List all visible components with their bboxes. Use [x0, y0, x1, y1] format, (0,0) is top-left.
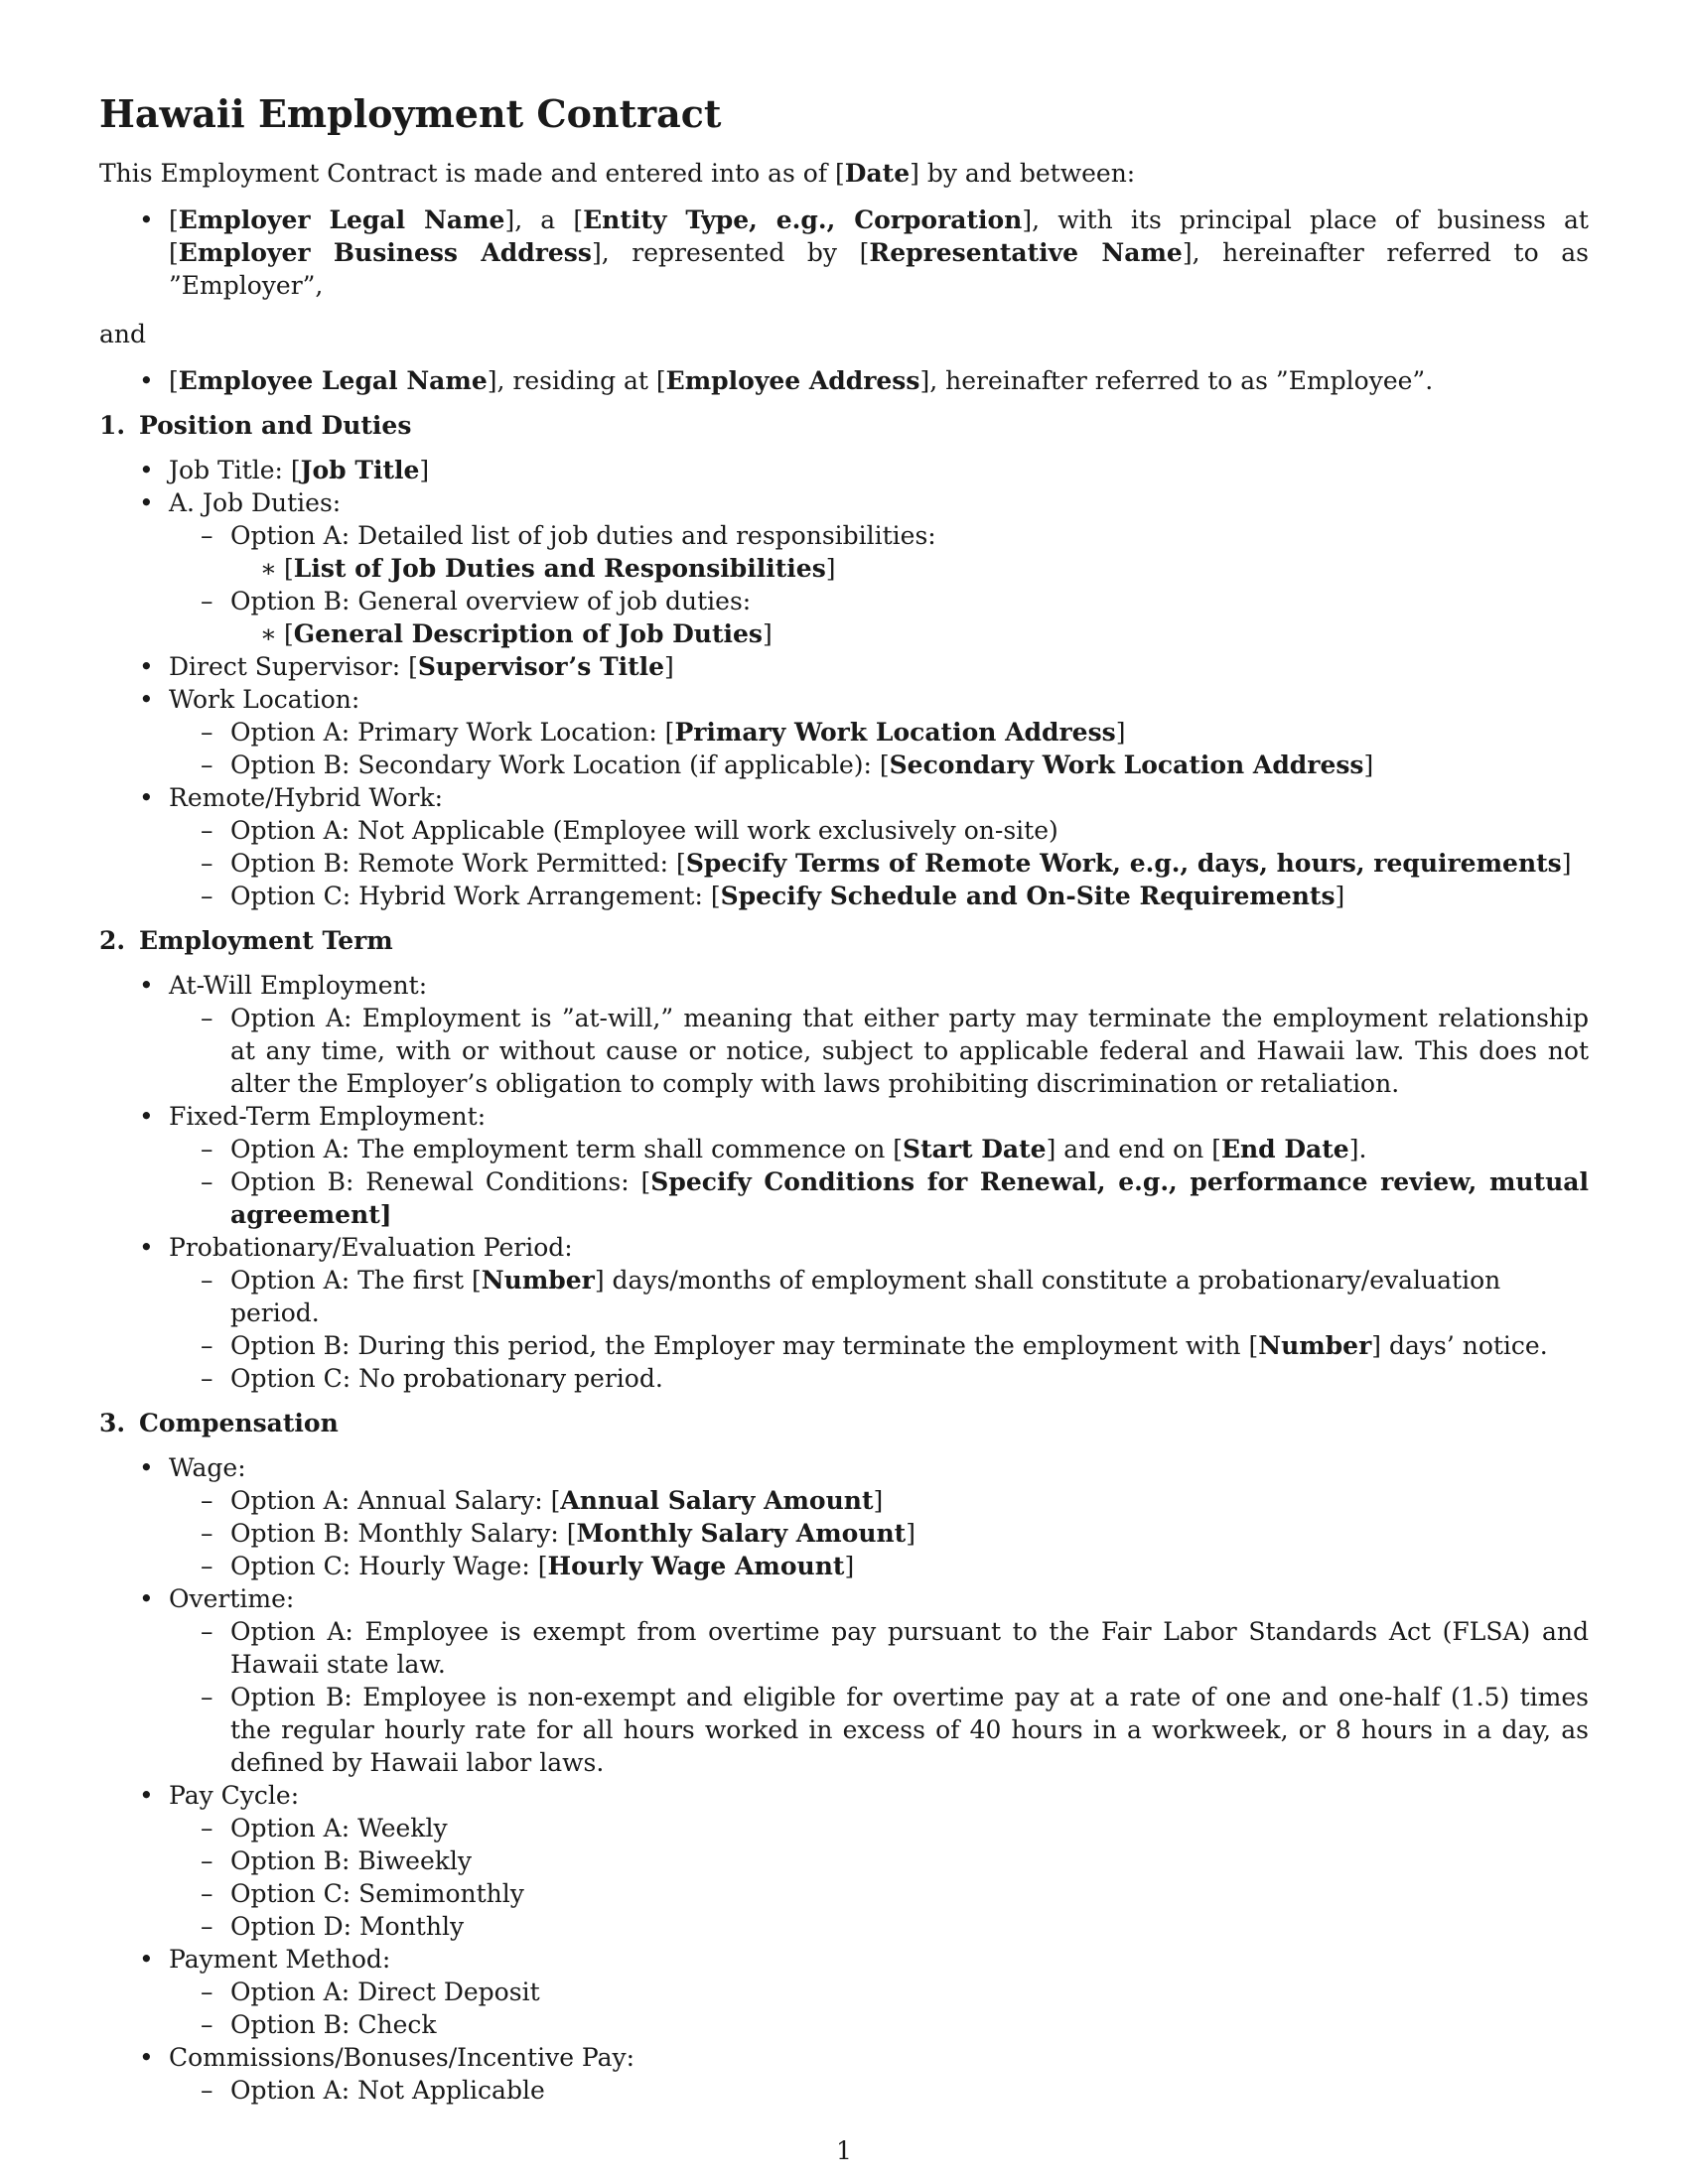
list-item: – Option A: Direct Deposit [169, 1976, 1589, 2008]
list-item: – Option A: Employee is exempt from overtime pay pursuant to the Fair Labor Standards Act (FLSA) and Hawaii state law. [169, 1615, 1589, 1681]
list-item: – Option C: Hybrid Work Arrangement: [Specify Schedule and On-Site Requirements] [169, 880, 1589, 912]
list-item: • Probationary/Evaluation Period: – Option A: The first [Number] days/months of employment shall constitute a probationary/evaluation period. – Option B: During this period, the Employer may terminate the employment with [Number] days’ notice. – Option C: No probationary period. [99, 1231, 1589, 1395]
section-1-heading: 1. Position and Duties [99, 411, 412, 440]
list-item: – Option A: Primary Work Location: [Primary Work Location Address] [169, 716, 1589, 749]
list-item: – Option B: Remote Work Permitted: [Specify Terms of Remote Work, e.g., days, hours, requirements] [169, 847, 1589, 880]
list-item: – Option A: Not Applicable [169, 2074, 1589, 2107]
list-item: • Overtime: – Option A: Employee is exempt from overtime pay pursuant to the Fair Labor Standards Act (FLSA) and Hawaii state law. – Option B: Employee is non-exempt and eligible for overtime pay at a rate of one and one-half (1.5) times the regular hourly rate for all hours worked in excess of 40 hours in a workweek, or 8 hours in a day, as defined by Hawaii labor laws. [99, 1582, 1589, 1779]
section-2-list [99, 969, 1589, 1395]
list-item: – Option B: Secondary Work Location (if applicable): [Secondary Work Location Address] [169, 749, 1589, 781]
document-page [99, 0, 1589, 2107]
list-item: – Option A: The first [Number] days/months of employment shall constitute a probationary/evaluation period. [169, 1264, 1589, 1329]
section-3-list [99, 1451, 1589, 2107]
list-item: • Job Title: [Job Title] [99, 454, 1589, 486]
list-item: • Payment Method: – Option A: Direct Deposit – Option B: Check [99, 1943, 1589, 2041]
list-item: – Option A: The employment term shall commence on [Start Date] and end on [End Date]. [169, 1133, 1589, 1165]
section-1-list [99, 454, 1589, 912]
list-item: – Option B: Monthly Salary: [Monthly Salary Amount] [169, 1517, 1589, 1550]
list-item: • Wage: – Option A: Annual Salary: [Annual Salary Amount] – Option B: Monthly Salary: [Monthly Salary Amount] – Option C: Hourly Wage: [Hourly Wage Amount] [99, 1451, 1589, 1582]
list-item: • Direct Supervisor: [Supervisor’s Title] [99, 650, 1589, 683]
list-item: • Fixed-Term Employment: – Option A: The employment term shall commence on [Start Date] and end on [End Date]. – Option B: Renewal Conditions: [Specify Conditions for Renewal, e.g., performance review, mutual agreement] [99, 1100, 1589, 1231]
list-item: – Option B: Renewal Conditions: [Specify Conditions for Renewal, e.g., performance review, mutual agreement] [169, 1165, 1589, 1231]
list-item: – Option A: Not Applicable (Employee will work exclusively on-site) [169, 814, 1589, 847]
list-item: – Option C: Hourly Wage: [Hourly Wage Amount] [169, 1550, 1589, 1582]
section-2-heading: 2. Employment Term [99, 926, 393, 955]
list-item: – Option D: Monthly [169, 1910, 1589, 1943]
list-item: ∗ [List of Job Duties and Responsibilities] [230, 552, 1589, 585]
list-item: – Option A: Detailed list of job duties and responsibilities: ∗ [List of Job Duties and Responsibilities] [169, 519, 1589, 585]
list-item: – Option B: General overview of job duties: ∗ [General Description of Job Duties] [169, 585, 1589, 650]
employee-party: • [Employee Legal Name], residing at [Employee Address], hereinafter referred to as ”Employee”. [99, 364, 1589, 397]
list-item: – Option B: Biweekly [169, 1844, 1589, 1877]
list-item: • Commissions/Bonuses/Incentive Pay: – Option A: Not Applicable [99, 2041, 1589, 2107]
document-title: Hawaii Employment Contract [99, 91, 722, 136]
list-item: ∗ [General Description of Job Duties] [230, 617, 1589, 650]
intro-paragraph: This Employment Contract is made and entered into as of [Date] by and between: [99, 159, 1136, 188]
list-item: • Work Location: – Option A: Primary Work Location: [Primary Work Location Address] – Option B: Secondary Work Location (if applicable): [Secondary Work Location Address] [99, 683, 1589, 781]
list-item: – Option B: During this period, the Employer may terminate the employment with [Number] days’ notice. [169, 1329, 1589, 1362]
list-item: – Option C: No probationary period. [169, 1362, 1589, 1395]
list-item: – Option B: Check [169, 2008, 1589, 2041]
list-item: • A. Job Duties: – Option A: Detailed list of job duties and responsibilities: ∗ [List of Job Duties and Responsibilities] – Option B: General overview of job duties: ∗ [General Description of Job Duties] [99, 486, 1589, 650]
page-number: 1 [836, 2136, 852, 2165]
list-item: – Option A: Employment is ”at-will,” meaning that either party may terminate the employment relationship at any time, with or without cause or notice, subject to applicable federal and Hawaii law. This does not alter the Employer’s obligation to comply with laws prohibiting discrimination or retaliation. [169, 1002, 1589, 1100]
list-item: • Remote/Hybrid Work: – Option A: Not Applicable (Employee will work exclusively on-site) – Option B: Remote Work Permitted: [Specify Terms of Remote Work, e.g., days, hours, requirements] – Option C: Hybrid Work Arrangement: [Specify Schedule and On-Site Requirements] [99, 781, 1589, 912]
employer-party: • [Employer Legal Name], a [Entity Type, e.g., Corporation], with its principal place of business at [Employer Business Address], represented by [Representative Name], hereinafter referred to as ”Employer”, [99, 204, 1589, 302]
list-item: • Pay Cycle: – Option A: Weekly – Option B: Biweekly – Option C: Semimonthly – Option D: Monthly [99, 1779, 1589, 1943]
list-item: • At-Will Employment: – Option A: Employment is ”at-will,” meaning that either party may terminate the employment relationship at any time, with or without cause or notice, subject to applicable federal and Hawaii law. This does not alter the Employer’s obligation to comply with laws prohibiting discrimination or retaliation. [99, 969, 1589, 1100]
list-item: – Option A: Weekly [169, 1812, 1589, 1844]
list-item: – Option B: Employee is non-exempt and eligible for overtime pay at a rate of one and one-half (1.5) times the regular hourly rate for all hours worked in excess of 40 hours in a workweek, or 8 hours in a day, as defined by Hawaii labor laws. [169, 1681, 1589, 1779]
section-3-heading: 3. Compensation [99, 1409, 339, 1437]
employer-party-list [99, 204, 1589, 302]
and-connector: and [99, 320, 147, 348]
list-item: – Option A: Annual Salary: [Annual Salary Amount] [169, 1484, 1589, 1517]
employee-party-list [99, 364, 1589, 397]
list-item: – Option C: Semimonthly [169, 1877, 1589, 1910]
